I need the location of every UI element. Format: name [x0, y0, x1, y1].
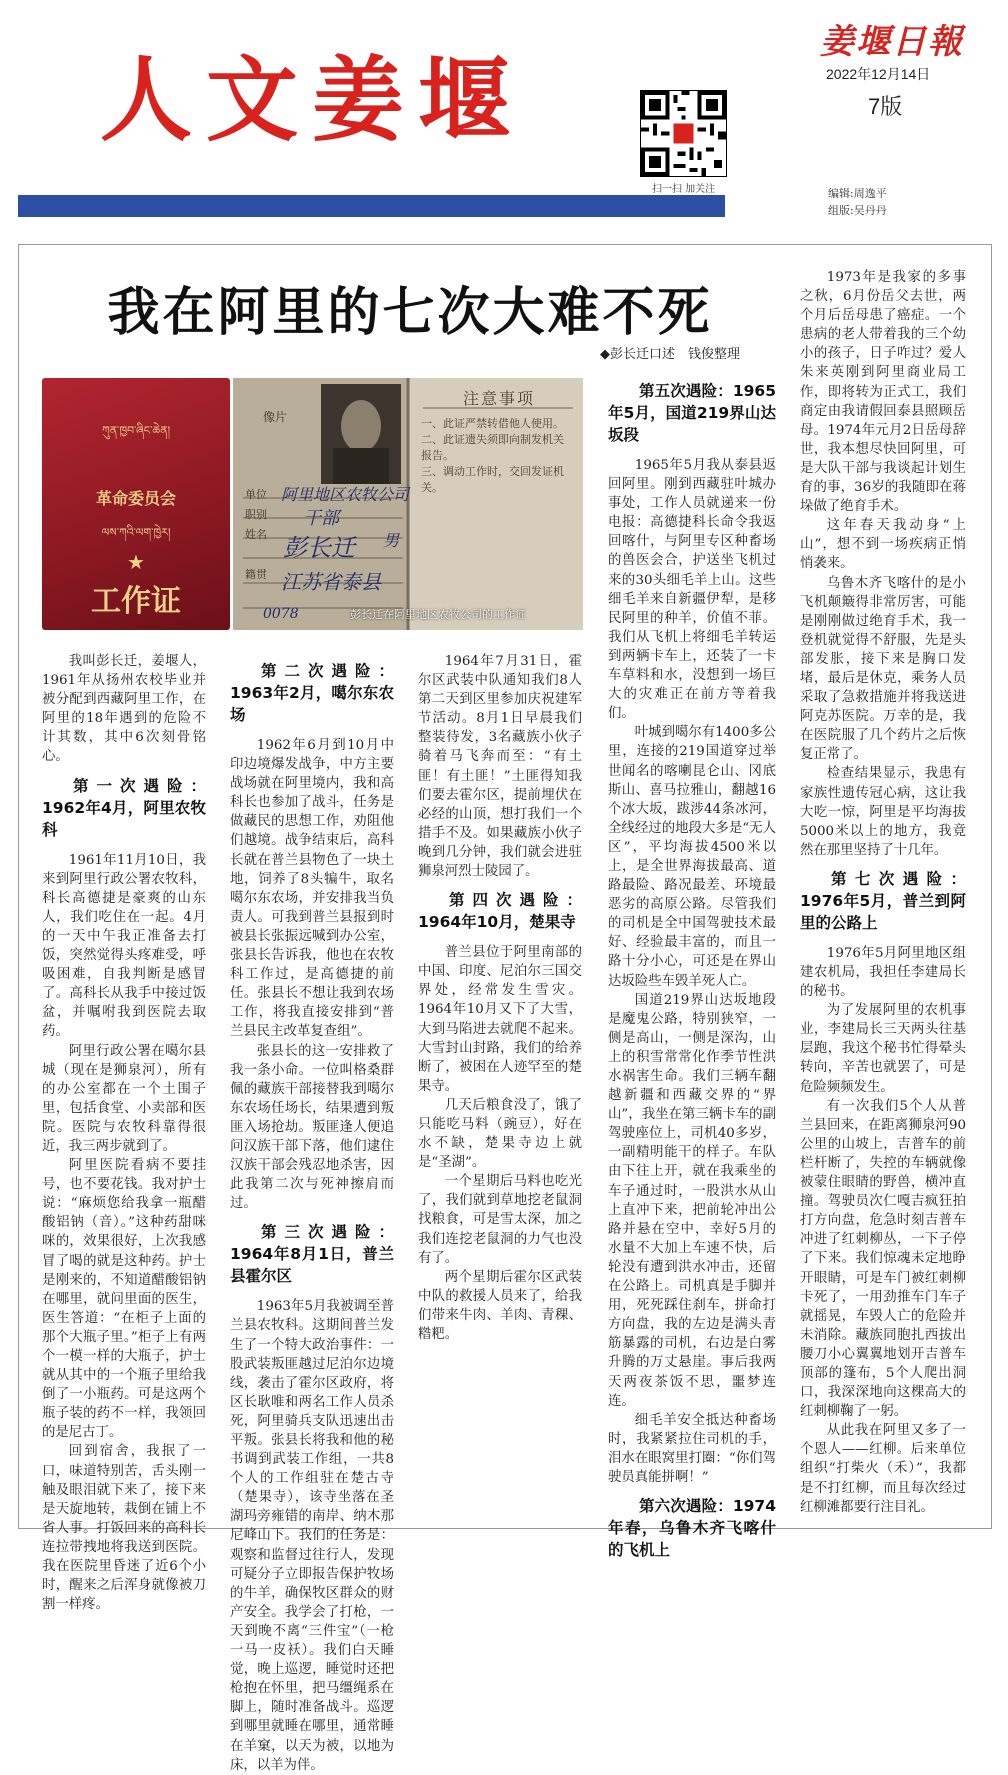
- notice-item: 一、此证严禁转借他人使用。: [421, 417, 564, 430]
- tibetan-script-decoration: ཀུན་ཁྱབ་ཞིང་ཆེན།: [101, 424, 171, 437]
- form-label-unit: 单位: [245, 488, 267, 501]
- article-byline: ◆彭长迁口述 钱俊整理: [600, 347, 740, 362]
- certificate-number: 0078: [263, 606, 299, 622]
- layout-editor-name: 组版:吴丹丹: [828, 204, 887, 217]
- star-icon: ★: [127, 550, 145, 574]
- page-number: 7版: [868, 94, 903, 119]
- paragraph: 阿里医院看病不要挂号，也不要花钱。我对护士说：“麻烦您给我拿一瓶醋酸铝钠（音）。”这种药甜咪咪的，效果很好，上次我感冒了喝的就是这种药。护士是刚来的，不知道醋酸铝钠在哪里，就问里面的医生，医生答道：“在柜子上面的那个大瓶子里。”柜子上有两个一模一样的大瓶子，护士就从其中的一个瓶子里给我倒了一小瓶药。可是这两个瓶子装的药不一样，我领回的是尼古丁。: [42, 1158, 206, 1441]
- section-heading-1: 第一次遇险：1962年4月，阿里农牧科: [42, 776, 206, 839]
- section-heading-2: 第二次遇险：1963年2月，噶尔东农场: [230, 662, 394, 724]
- editor-name: 编辑:周逸平: [828, 187, 887, 200]
- paragraph: 一个星期后马料也吃光了，我们就到草地挖老鼠洞找粮食，可是雪太深，加之我们连挖老鼠洞的力气也没有了。: [418, 1174, 582, 1266]
- paragraph: 1964年7月31日，霍尔区武装中队通知我们8人第二天到区里参加庆祝建军节活动。8月1日早晨我们整装待发，3名藏族小伙子骑着马飞奔而至：“有土匪！有土匪！”土匪得知我们要去霍尔区，提前埋伏在必经的山顶，想打我们一个措手不及。如果藏族小伙子晚到几分钟，我们就会进驻狮泉河烈士陵园了。: [418, 654, 582, 880]
- paragraph: 两个星期后霍尔区武装中队的救援人员来了，给我们带来牛肉、羊肉、青稞、糌粑。: [418, 1269, 582, 1342]
- certificate-title: 工作证: [91, 584, 181, 619]
- form-label-photo: 像片: [263, 410, 288, 424]
- paragraph: 1963年5月我被调至普兰县农牧科。这期间普兰发生了一个特大政治事件：一股武装叛匪越过尼泊尔边境线，袭击了霍尔区政府，将区长耿唯和两名工作人员杀死，阿里骑兵支队迅速出击平叛。张县长将我和他的秘书调到武装工作组，一共8个人的工作组驻在楚古寺（楚果寺），该寺坐落在圣湖玛旁雍错的南岸、纳木那尼峰山下。我们的任务是：观察和监督过往行人，发现可疑分子立即报告保护牧场的牛羊，确保牧区群众的财产安全。我学会了打枪，一天到晚不离“三件宝”（一枪一马一皮袄）。我们白天睡觉，晚上巡逻，睡觉时还把枪抱在怀里，把马缰绳系在脚上，随时准备战斗。巡逻到哪里就睡在哪里，通常睡在羊窠，以天为被，以地为床，以羊为伴。: [230, 1299, 394, 1773]
- article-column-4: [608, 372, 776, 1571]
- editor-credits: [828, 185, 887, 219]
- paragraph: 叶城到噶尔有1400多公里，连接的219国道穿过举世闻名的喀喇昆仑山、冈底斯山、喜马拉雅山，翻越16个冰大坂，跋涉44条冰河，全线经过的地段大多是“无人区”，平均海拔4500米以上，是全世界海拔最高、道路最险、路况最差、环境最恶劣的高原公路。尽管我们的司机是全中国驾驶技术最好、经验最丰富的，而且一路十分小心，可还是在界山达坂险些车毁羊死人亡。: [608, 725, 776, 989]
- work-certificate-cover-photo: [42, 378, 230, 630]
- handwritten-gender: 男: [383, 531, 400, 550]
- handwritten-origin: 江苏省泰县: [281, 570, 381, 594]
- qr-caption: 扫一扫 加关注: [652, 184, 716, 195]
- section-heading-5: 第五次遇险：1965年5月，国道219界山达坂段: [608, 382, 776, 444]
- form-label-position: 职别: [245, 508, 267, 521]
- section-heading-4: 第四次遇险：1964年10月，楚果寺: [418, 891, 582, 932]
- paragraph: 普兰县位于阿里南部的中国、印度、尼泊尔三国交界处，经常发生雪灾。1964年10月又下了大雪，大到马陷进去就爬不起来。大雪封山封路，我们的给养断了，被困在人迹罕至的楚果寺。: [418, 945, 582, 1094]
- paragraph: 1976年5月阿里地区组建农机局，我担任李建局长的秘书。: [800, 945, 966, 1000]
- certificate-org: 革命委员会: [95, 489, 176, 508]
- photo-caption: 彭长迁在阿里地区农牧公司的工作证: [350, 608, 526, 621]
- notice-list: [421, 416, 571, 496]
- paragraph: 检查结果显示，我患有家族性遗传冠心病，这让我大吃一惊，阿里是平均海拔5000米以上的地方，我竟然在那里坚持了十几年。: [800, 766, 966, 858]
- section-heading-7: 第七次遇险：1976年5月，普兰到阿里的公路上: [800, 869, 966, 932]
- handwritten-position: 干部: [303, 508, 339, 529]
- masthead-bar: [18, 195, 725, 217]
- paragraph: 1962年6月到10月中印边境爆发战争，中方主要战场就在阿里境内，我和高科长也参加了战斗，任务是做藏民的思想工作，劝阻他们越境。战争结束后，高科长就在普兰县物色了一块土地，饲养了8头犏牛，取名噶尔东农场，并安排我当负责人。可我到普兰县报到时被县长张振远喊到办公室，张县长告诉我，他也在农牧科工作过，是高德捷的前任。张县长不想让我到农场工作，将我直接安排到“普兰县民主改革复查组”。: [230, 738, 394, 1040]
- article-column-2: [230, 652, 394, 1775]
- section-heading-3: 第三次遇险：1964年8月1日，普兰县霍尔区: [230, 1223, 394, 1286]
- intro-paragraph: 我叫彭长迁，姜堰人，1961年从扬州农校毕业并被分配到西藏阿里工作，在阿里的18年遇到的危险不计其数，其中6次刻骨铭心。: [42, 654, 206, 765]
- paragraph: 从此我在阿里又多了一个恩人——红柳。后来单位组织“打柴火（禾）”，我都是不打红柳，而且每次经过红柳滩都要行注目礼。: [800, 1423, 966, 1515]
- paragraph: 乌鲁木齐飞喀什的是小飞机颠簸得非常厉害，可能是刚刚做过绝育手术，我一登机就觉得不舒服，先是头部发胀，接下来是胸口发堵，最后是休克，乘务人员采取了急救措施并将我送进阿克苏医院。万幸的是，我在医院服了几个药片之后恢复正常了。: [800, 575, 966, 763]
- paragraph: 1965年5月我从泰县返回阿里。刚到西藏驻叶城办事处，工作人员就递来一份电报：高德捷科长命令我返回喀什，与阿里专区种畜场的兽医会合，护送坐飞机过来的30头细毛羊上山。这些细毛羊来自新疆伊犁，是移民阿里的种羊，价值不菲。我们从飞机上将细毛羊转运到两辆卡车上，还装了一卡车草料和水，没想到一场巨大的灾难正在前方等着我们。: [608, 458, 776, 722]
- paragraph: 1973年是我家的多事之秋，6月份岳父去世，两个月后岳母患了癌症。一个患病的老人带着我的三个幼小的孩子，日子咋过？爱人朱来英刚到阿里商业局工作，即将转为正式工，我们商定由我请假回泰县照顾岳母。1974年元月2日岳母辞世，我本想尽快回阿里，可是大队干部与我谈起计划生育的事，36岁的我随即在蒋垛做了绝育手术。: [800, 270, 966, 515]
- handwritten-unit: 阿里地区农牧公司: [281, 485, 410, 504]
- tibetan-script-decoration-2: ལས་ཀའི་ལག་ཁྱེར།: [101, 526, 171, 539]
- form-label-name: 姓名: [245, 528, 267, 541]
- paragraph: 1961年11月10日，我来到阿里行政公署农牧科，科长高德捷是豪爽的山东人，我们吃住在一起。4月的一天中午我正准备去打饭，突然觉得头疼难受，呼吸困难，自我判断是感冒了。高科长从我手中接过饭盆，并嘱咐我到医院去取药。: [42, 852, 206, 1040]
- paragraph: 有一次我们5个人从普兰县回来，在距离狮泉河90公里的山坡上，吉普车的前栏杆断了，失控的车辆就像被蒙住眼睛的野兽，横冲直撞。驾驶员次仁嘎吉疯狂拍打方向盘，危急时刻吉普车冲进了红刺柳丛，一下子停了下来。我们惊魂未定地睁开眼睛，可是车门被红刺柳卡死了，一用劲推车门车子就摇晃，车毁人亡的危险并未消除。藏族同胞扎西拔出腰刀小心翼翼地划开吉普车顶部的篷布，5个人爬出洞口，我深深地向这棵高大的红刺柳鞠了一躬。: [800, 1098, 966, 1420]
- article-column-3: [418, 652, 582, 1344]
- paragraph: 几天后粮食没了，饿了只能吃马料（豌豆），好在水不缺，楚果寺边上就是“圣湖”。: [418, 1097, 582, 1171]
- form-label-origin: 籍贯: [245, 568, 267, 581]
- paragraph: 为了发展阿里的农机事业，李建局长三天两头往基层跑，我这个秘书忙得晕头转向，辛苦也就罢了，可是危险频频发生。: [800, 1003, 966, 1095]
- notice-title: 注意事项: [463, 389, 536, 408]
- qr-code-icon[interactable]: [640, 90, 727, 177]
- issue-date: 2022年12月14日: [826, 66, 931, 82]
- notice-item: 三、调动工作时，交回发证机关。: [421, 465, 564, 494]
- paper-logo: 姜堰日報: [820, 22, 964, 62]
- notice-item: 二、此证遗失须即向制发机关报告。: [421, 433, 564, 462]
- article-column-5: [800, 268, 966, 1517]
- work-certificate-inside-photo: [233, 378, 583, 630]
- paragraph: 细毛羊安全抵达种畜场时，我紧紧拉住司机的手，泪水在眼窝里打圈：“你们驾驶员真能拼啊！”: [608, 1412, 776, 1485]
- paragraph: 阿里行政公署在噶尔县城（现在是狮泉河），所有的办公室都在一个土围子里，包括食堂、小卖部和医院。医院与农牧科靠得很近，我三两步就到了。: [42, 1043, 206, 1154]
- paragraph: 国道219界山达坂地段是魔鬼公路，特别狭窄，一侧是高山，一侧是深沟，山上的积雪常常化作季节性洪水祸害生命。我们三辆车翻越新疆和西藏交界的“界山”，我坐在第三辆卡车的副驾驶座位上，司机40多岁，一副精明能干的样子。车队由下往上开，就在我乘坐的车子通过时，一股洪水从山上直冲下来，把前轮冲出公路并悬在空中，幸好5月的水量不大加上车速不快，后轮没有遭到洪水冲击，还留在公路上。司机真是手脚并用，死死踩住刹车，拼命打方向盘，我的左边是满头青筋暴露的司机，右边是白雾升腾的万丈悬崖。事后我两天两夜茶饭不思，噩梦连连。: [608, 992, 776, 1409]
- article-column-1: [42, 652, 206, 1614]
- paragraph: 张县长的这一安排救了我一条小命。一位叫格桑群佩的藏族干部接替我到噶尔东农场任场长，结果遭到叛匪入场抢劫。叛匪逢人便追问汉族干部下落，他们逮住汉族干部会残忍地杀害，因此我第二次与死神擦肩而过。: [230, 1043, 394, 1212]
- handwritten-name: 彭长迁: [283, 534, 355, 562]
- section-heading-6: 第六次遇险：1974年春，乌鲁木齐飞喀什的飞机上: [608, 1497, 776, 1560]
- paragraph: 这年春天我动身“上山”，想不到一场疾病正悄悄袭来。: [800, 518, 966, 572]
- article-headline: 我在阿里的七次大难不死: [107, 283, 713, 343]
- section-title: 人文姜堰: [100, 47, 525, 154]
- paragraph: 回到宿舍，我抿了一口，味道特别苦，舌头刚一触及眼泪就下来了，接下来是天旋地转，栽倒在铺上不省人事。打饭回来的高科长连拉带拽地将我送到医院。我在医院里昏迷了近6个小时，醒来之后浑身就像被刀割一样疼。: [42, 1444, 206, 1613]
